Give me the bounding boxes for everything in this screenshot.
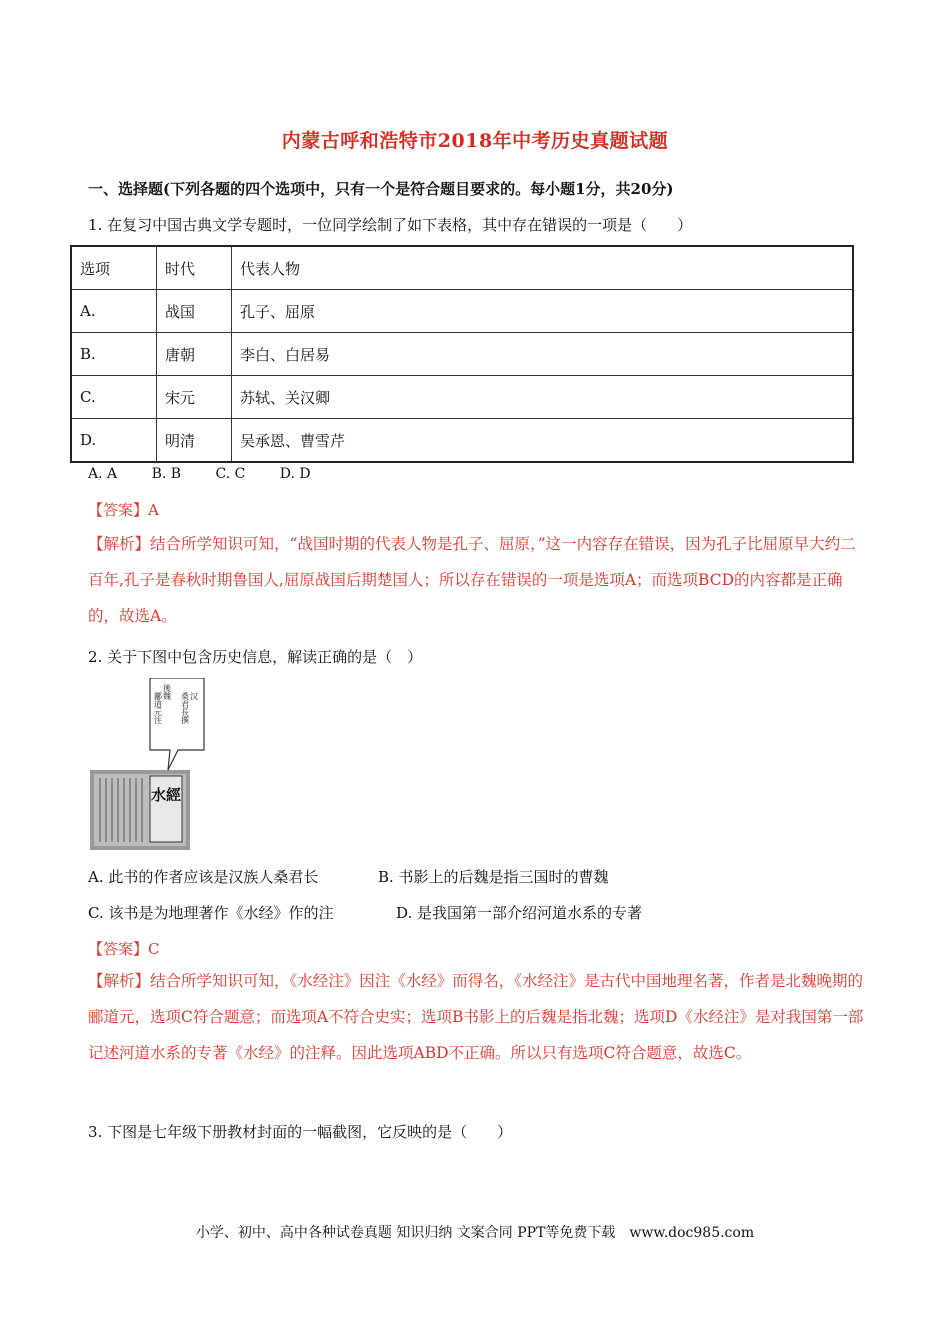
table-header-cell: 时代 bbox=[157, 246, 232, 290]
table-cell: A. bbox=[71, 290, 157, 333]
table-cell: 孔子、屈原 bbox=[232, 290, 854, 333]
question-1-analysis bbox=[88, 526, 868, 634]
callout-text: 汉 bbox=[189, 692, 199, 700]
table-row bbox=[71, 419, 853, 463]
table-cell: C. bbox=[71, 376, 157, 419]
answer-label: 【答案】 bbox=[88, 501, 149, 519]
question-1-table bbox=[70, 245, 854, 463]
question-2-answer bbox=[88, 938, 160, 959]
question-2-stem: 2. 关于下图中包含历史信息，解读正确的是（ ） bbox=[88, 648, 423, 666]
table-cell: 明清 bbox=[157, 419, 232, 463]
callout-text: 桑君長撰 bbox=[180, 692, 190, 724]
table-cell: 宋元 bbox=[157, 376, 232, 419]
document-title: 内蒙古呼和浩特市2018年中考历史真题试题 bbox=[281, 130, 669, 152]
option-c: C. C bbox=[215, 466, 246, 482]
table-cell: 苏轼、关汉卿 bbox=[232, 376, 854, 419]
option-d: D. D bbox=[279, 466, 311, 482]
question-2-option-c: C. 该书是为地理著作《水经》作的注 bbox=[88, 904, 334, 922]
option-b: B. B bbox=[151, 466, 182, 482]
analysis-label: 【解析】 bbox=[88, 535, 151, 553]
question-2-option-b: B. 书影上的后魏是指三国时的曹魏 bbox=[378, 868, 609, 886]
answer-value: A bbox=[148, 501, 159, 519]
callout-text: 後魏 bbox=[162, 684, 172, 700]
table-header-cell: 选项 bbox=[71, 246, 157, 290]
analysis-text: 结合所学知识可知，《水经注》因注《水经》而得名，《水经注》是古代中国地理名著，作者是北魏晚期的郦道元，选项C符合题意；而选项A不符合史实；选项B书影上的后魏是指北魏；选项D《水经注》是对我国第一部记述河道水系的专著《水经》的注释。因此选项ABD不正确。所以只有选项C符合题意，故选C。 bbox=[88, 972, 864, 1062]
table-cell: B. bbox=[71, 333, 157, 376]
page-footer: 小学、初中、高中各种试卷真题 知识归纳 文案合同 PPT等免费下载 www.doc985.com bbox=[195, 1225, 755, 1241]
table-cell: D. bbox=[71, 419, 157, 463]
callout-text: 酈道元注 bbox=[153, 692, 163, 724]
answer-label: 【答案】 bbox=[88, 940, 149, 958]
table-row bbox=[71, 290, 853, 333]
question-2-analysis bbox=[88, 963, 868, 1071]
table-row bbox=[71, 376, 853, 419]
book-title-char: 水經 bbox=[150, 786, 182, 804]
analysis-label: 【解析】 bbox=[88, 972, 151, 990]
analysis-text: 结合所学知识可知，“战国时期的代表人物是孔子、屈原，”这一内容存在错误，因为孔子比屈原早大约二百年,孔子是春秋时期鲁国人,屈原战国后期楚国人；所以存在错误的一项是选项A；而选项BCD的内容都是正确的，故选A。 bbox=[88, 535, 856, 625]
question-1-stem: 1. 在复习中国古典文学专题时，一位同学绘制了如下表格，其中存在错误的一项是（ ） bbox=[88, 216, 693, 234]
book-cover-figure bbox=[90, 678, 236, 850]
option-a: A. A bbox=[88, 466, 118, 482]
question-1-options bbox=[88, 466, 341, 482]
table-cell: 吴承恩、曹雪芹 bbox=[232, 419, 854, 463]
section-heading: 一、选择题(下列各题的四个选项中，只有一个是符合题目要求的。每小题1分，共20分) bbox=[88, 180, 674, 198]
table-cell: 唐朝 bbox=[157, 333, 232, 376]
table-cell: 李白、白居易 bbox=[232, 333, 854, 376]
question-2-option-a: A. 此书的作者应该是汉族人桑君长 bbox=[88, 868, 319, 886]
table-row bbox=[71, 333, 853, 376]
answer-value: C bbox=[148, 940, 160, 958]
question-2-option-d: D. 是我国第一部介绍河道水系的专著 bbox=[396, 904, 643, 922]
question-1-answer bbox=[88, 499, 159, 520]
question-3-stem: 3. 下图是七年级下册教材封面的一幅截图，它反映的是（ ） bbox=[88, 1123, 513, 1141]
table-header-row bbox=[71, 246, 853, 290]
table-header-cell: 代表人物 bbox=[232, 246, 854, 290]
table-cell: 战国 bbox=[157, 290, 232, 333]
